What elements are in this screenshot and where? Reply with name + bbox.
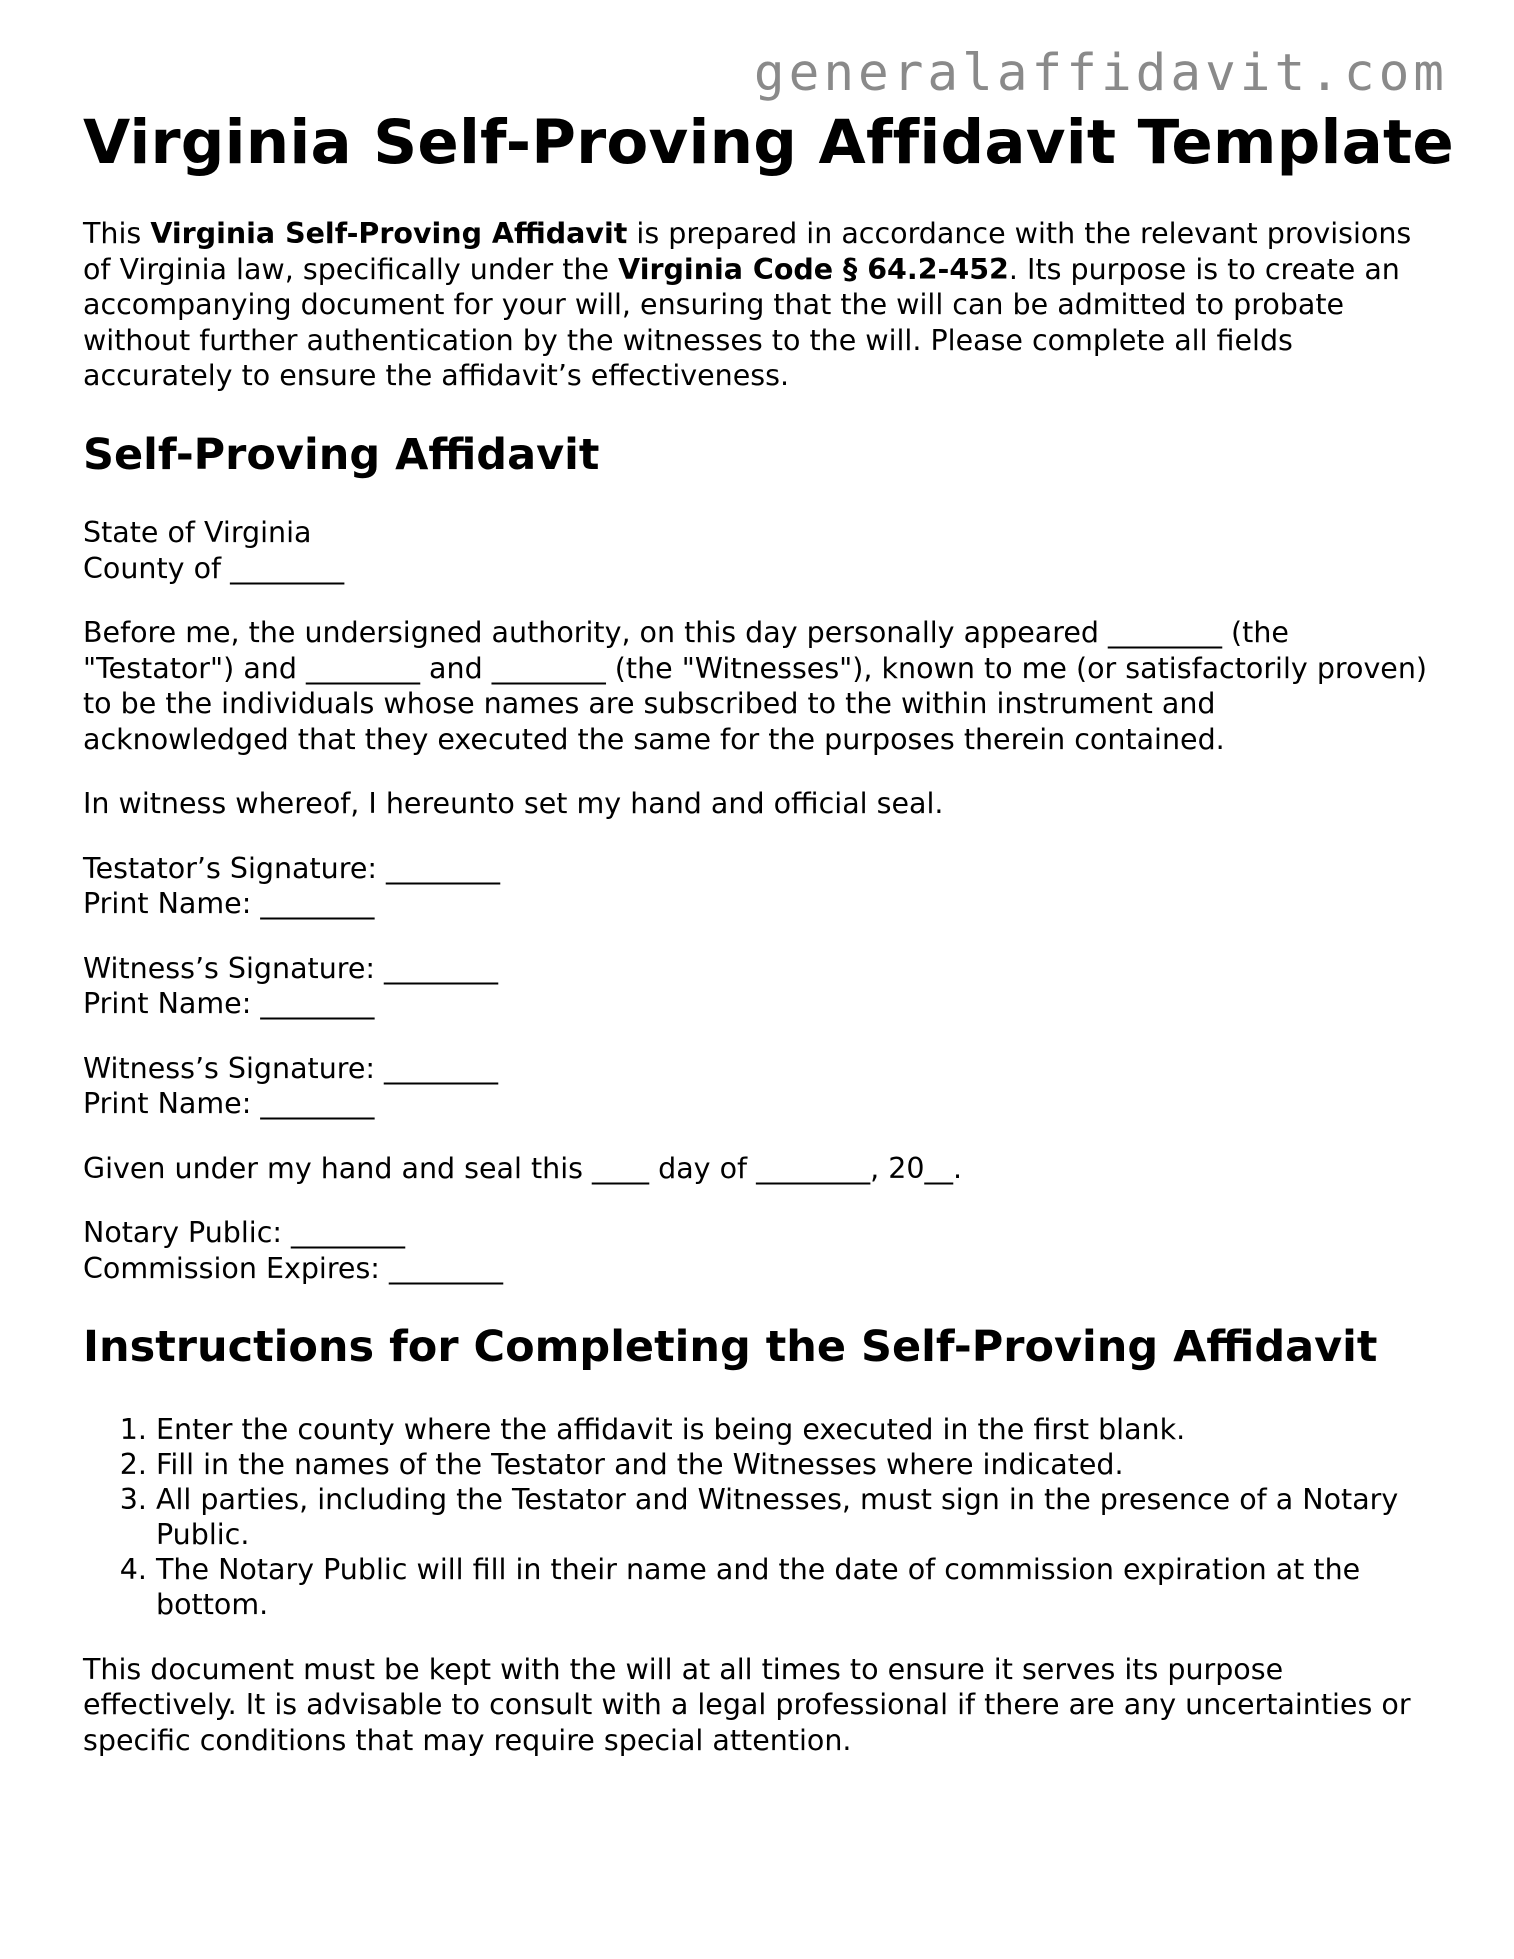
instructions-heading: Instructions for Completing the Self-Proving Affidavit <box>83 1322 1378 1373</box>
witness2-signature-line: Witness’s Signature: ________ <box>83 1051 499 1085</box>
list-item: 2. Fill in the names of the Testator and the Witnesses where indicated. <box>156 1447 1428 1482</box>
closing-paragraph: This document must be kept with the will at all times to ensure it serves its purpose effectively. It is advisable to consult with a legal professional if there are any uncertainties or specific conditions that may require special attention. <box>83 1652 1411 1757</box>
list-item: 4. The Notary Public will fill in their name and the date of commission expiration at the bottom. <box>156 1552 1428 1622</box>
document-page <box>83 107 1454 1758</box>
intro-text-2: is prepared in accordance with the relevant provisions of Virginia law, specifically under the <box>83 217 1412 286</box>
testator-signature-line: Testator’s Signature: ________ <box>83 851 501 885</box>
instructions-list <box>83 1412 1428 1622</box>
witness1-signature-line: Witness’s Signature: ________ <box>83 951 499 985</box>
witness1-print-name-line: Print Name: ________ <box>83 987 375 1021</box>
venue-block <box>83 515 1428 586</box>
appearance-paragraph: Before me, the undersigned authority, on this day personally appeared ________ (the "Testator") and ________ and ________ (the "Witnesses"), known to me (or satisfactorily proven) to be the individuals whose names are subscribed to the within instrument and acknowledged that they executed the same for the purposes therein contained. <box>83 616 1428 756</box>
witness-whereof-line: In witness whereof, I hereunto set my hand and official seal. <box>83 787 944 821</box>
site-watermark: generalaffidavit.com <box>753 44 1448 103</box>
commission-expires-line: Commission Expires: ________ <box>83 1251 503 1285</box>
affidavit-heading: Self-Proving Affidavit <box>83 429 600 480</box>
witness2-print-name-line: Print Name: ________ <box>83 1087 375 1121</box>
state-line: State of Virginia <box>83 516 312 550</box>
list-item: 1. Enter the county where the affidavit is being executed in the first blank. <box>156 1412 1428 1447</box>
list-item: 3. All parties, including the Testator and Witnesses, must sign in the presence of a Notary Public. <box>156 1482 1428 1552</box>
intro-text-3: . Its purpose is to create an accompanying document for your will, ensuring that the will can be admitted to probate without further authentication by the witnesses to the will. Please complete all fields accurately to ensure the affidavit’s effectiveness. <box>83 252 1400 393</box>
intro-text-1: This <box>83 217 151 251</box>
testator-signature-block <box>83 851 1428 922</box>
notary-public-line: Notary Public: ________ <box>83 1216 406 1250</box>
intro-bold-code-section: Virginia Code § 64.2-452 <box>618 252 1009 286</box>
page-title: Virginia Self-Proving Affidavit Template <box>83 107 1454 178</box>
county-line: County of ________ <box>83 551 345 585</box>
intro-bold-affidavit-name: Virginia Self-Proving Affidavit <box>150 217 628 251</box>
witness2-signature-block <box>83 1051 1428 1122</box>
notary-block <box>83 1215 1428 1286</box>
witness1-signature-block <box>83 951 1428 1022</box>
intro-paragraph <box>83 216 1428 394</box>
given-under-hand-line: Given under my hand and seal this ____ day of ________, 20__. <box>83 1151 963 1185</box>
testator-print-name-line: Print Name: ________ <box>83 887 375 921</box>
